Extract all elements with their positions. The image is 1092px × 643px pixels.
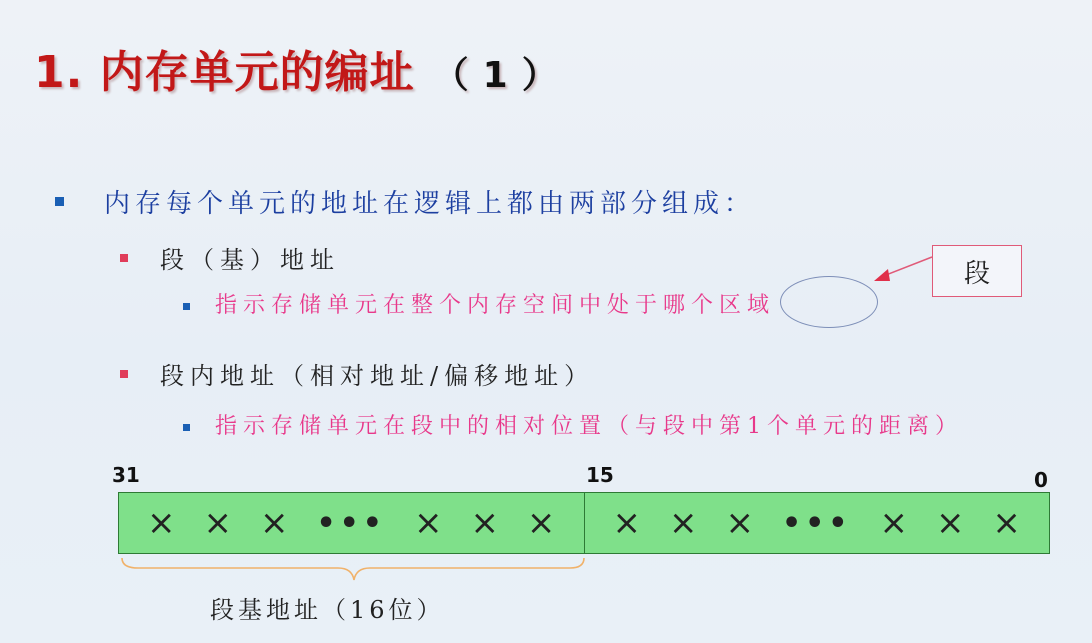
bit-cell: × <box>612 503 641 543</box>
bit-cell: × <box>470 503 499 543</box>
bullet-square-icon <box>183 303 190 310</box>
bullet-square-icon <box>120 370 128 378</box>
bit-cell: × <box>992 503 1021 543</box>
offset-half <box>585 493 1050 553</box>
bit-cell: × <box>413 503 443 543</box>
bit-cell: × <box>259 503 289 543</box>
callout-arrow-icon <box>870 255 940 285</box>
bit-cell: × <box>203 503 232 543</box>
bit-cell: × <box>725 503 754 543</box>
bit-cell: × <box>146 503 176 543</box>
bullet-square-icon <box>55 197 64 206</box>
bit-cell: × <box>879 503 908 543</box>
bit-label-31: 31 <box>112 463 140 487</box>
ellipsis: ••• <box>316 505 386 541</box>
segment-address-desc: 指示存储单元在整个内存空间中处于哪个区域 <box>215 293 776 318</box>
bit-label-0: 0 <box>1034 468 1048 492</box>
offset-address-desc: 指示存储单元在段中的相对位置（与段中第1个单元的距离） <box>215 414 963 439</box>
bullet-square-icon <box>183 424 190 431</box>
ellipsis: ••• <box>781 505 852 541</box>
bit-cell: × <box>935 503 965 543</box>
bullet-square-icon <box>120 254 128 262</box>
intro-text: 内存每个单元的地址在逻辑上都由两部分组成： <box>104 189 756 219</box>
segment-base-half <box>119 493 585 553</box>
segment-address-heading: 段（基）地址 <box>160 246 340 274</box>
curly-brace-icon <box>118 556 590 586</box>
bit-label-15: 15 <box>586 463 614 487</box>
offset-address-heading: 段内地址（相对地址/偏移地址） <box>160 362 595 390</box>
segment-callout-box <box>932 245 1022 297</box>
callout-label: 段 <box>963 258 990 289</box>
address-register <box>118 492 1050 554</box>
slide-title <box>34 36 572 100</box>
title-suffix: （1） <box>432 55 572 96</box>
title-main: 1. 内存单元的编址 <box>34 47 415 98</box>
segment-base-label: 段基地址（16位） <box>210 596 445 624</box>
bit-cell: × <box>668 503 698 543</box>
bit-cell: × <box>526 503 556 543</box>
highlight-ellipse <box>780 276 878 328</box>
